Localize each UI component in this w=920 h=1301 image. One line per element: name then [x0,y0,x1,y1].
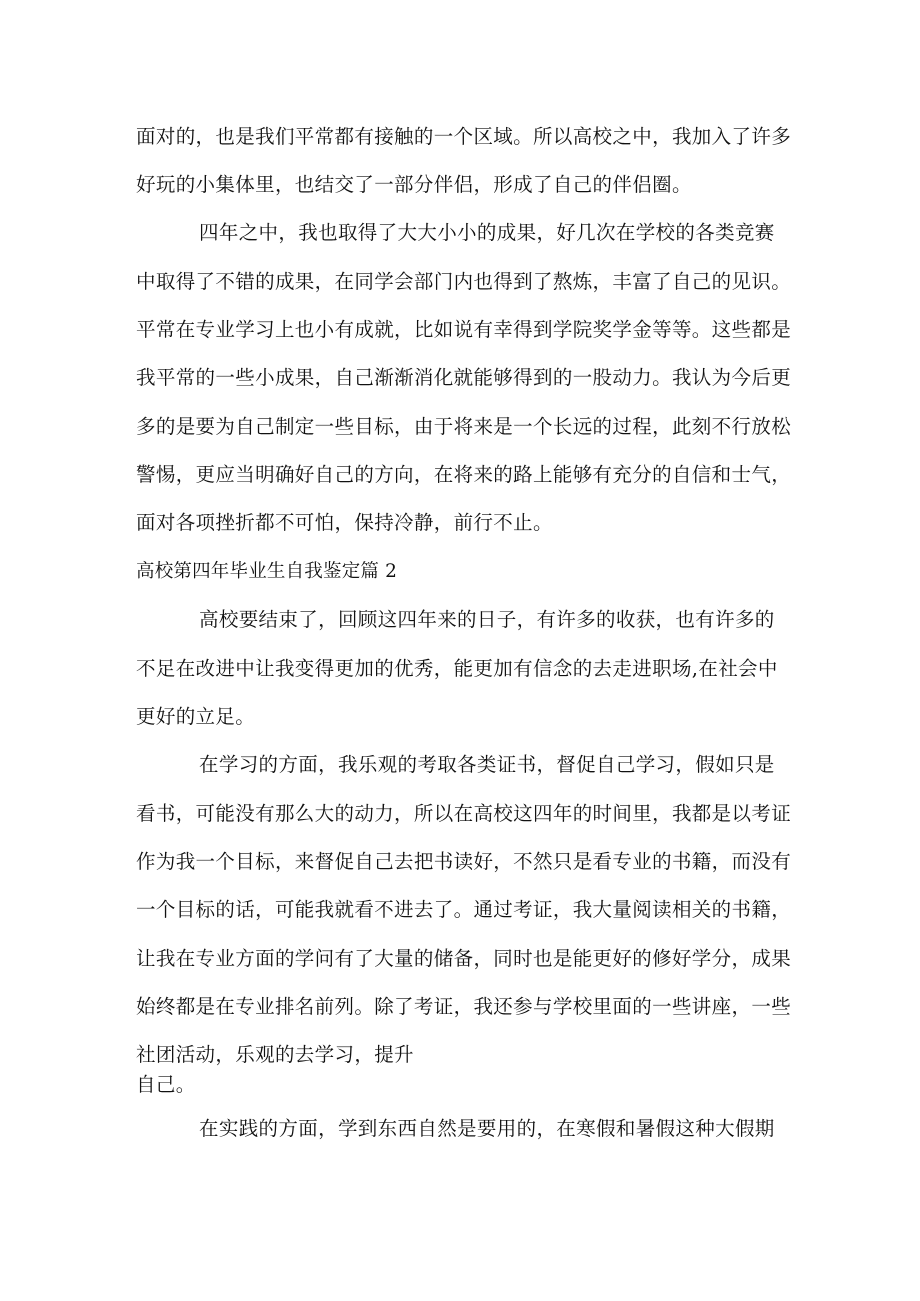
paragraph-line: 高校要结束了，回顾这四年来的日子，有许多的收获，也有许多的 [199,608,775,631]
paragraph-line: 在学习的方面，我乐观的考取各类证书，督促自己学习，假如只是 [199,753,775,776]
paragraph-line: 始终都是在专业排名前列。除了考证，我还参与学校里面的一些讲座，一些 [136,995,792,1018]
paragraph-line: 更好的立足。 [136,705,256,728]
paragraph-line: 好玩的小集体里，也结交了一部分伴侣，形成了自己的伴侣圈。 [136,173,692,196]
paragraph-line: 警惕，更应当明确好自己的方向，在将来的路上能够有充分的自信和士气， [136,463,792,486]
paragraph-line: 中取得了不错的成果，在同学会部门内也得到了熬炼，丰富了自己的见识。 [136,270,792,293]
paragraph-line: 在实践的方面，学到东西自然是要用的，在寒假和暑假这种大假期 [199,1117,775,1140]
paragraph-line: 四年之中，我也取得了大大小小的成果，好几次在学校的各类竞赛 [199,221,775,244]
paragraph-line: 不足在改进中让我变得更加的优秀，能更加有信念的去走进职场,在社会中 [136,657,778,680]
paragraph-line: 自己。 [136,1073,196,1096]
paragraph-line: 一个目标的话，可能我就看不进去了。通过考证，我大量阅读相关的书籍， [136,898,792,921]
paragraph-line: 面对的，也是我们平常都有接触的一个区域。所以高校之中，我加入了许多 [136,125,792,148]
paragraph-line: 看书，可能没有那么大的动力，所以在高校这四年的时间里，我都是以考证 [136,802,792,825]
paragraph-line: 多的是要为自己制定一些目标，由于将来是一个长远的过程，此刻不行放松 [136,415,792,438]
paragraph-line: 让我在专业方面的学问有了大量的储备，同时也是能更好的修好学分，成果 [136,947,792,970]
paragraph-line: 社团活动，乐观的去学习，提升 [136,1043,414,1066]
paragraph-line: 面对各项挫折都不可怕，保持冷静，前行不止。 [136,511,553,534]
paragraph-line: 我平常的一些小成果，自己渐渐消化就能够得到的一股动力。我认为今后更 [136,366,792,389]
paragraph-line: 作为我一个目标，来督促自己去把书读好，不然只是看专业的书籍，而没有 [136,850,792,873]
section-heading: 高校第四年毕业生自我鉴定篇 2 [136,561,398,582]
paragraph-line: 平常在专业学习上也小有成就，比如说有幸得到学院奖学金等等。这些都是 [136,318,792,341]
